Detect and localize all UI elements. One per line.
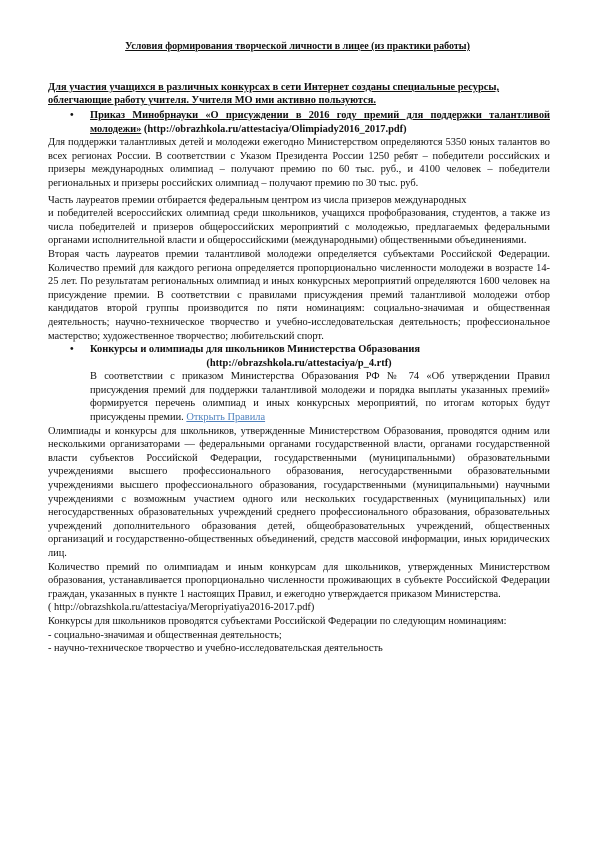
paragraph-laureates-part2: Вторая часть лауреатов премии талантливой молодежи определяется субъектами Российской Федерации. Количество премий для каждого региона определяется пропорционально численности молодежи в возрасте 14-25 лет. По результатам региональных олимпиад и иных конкурсных мероприятий определяются 1600 человек на присуждение премии. В соответствии с правилами присуждения премий талантливой молодежи отбор кандидатов второй группы производится по пяти номинациям: социально-значимая и общественная деятельность; научно-техническое творчество и учебно-исследовательская деятельность; профессиональное мастерство; художественное творчество; любительский спорт. [48,248,550,342]
list-item: - социально-значимая и общественная деятельность; [48,629,282,641]
bullet-title: Конкурсы и олимпиады для школьников Министерства Образования [90,344,420,356]
paragraph-talented-youth: Для поддержки талантливых детей и молодежи ежегодно Министерством определяются 5350 юных талантов во всех регионах России. В соответствии с Указом Президента России 1250 ребят – победители российских и призеры международных олимпиад – получают премию по 60 тыс. руб., и 4100 человек – победители региональных и призеры российских олимпиад – получают премию по 30 тыс. руб. [48,137,550,189]
intro-paragraph: Для участия учащихся в различных конкурсах в сети Интернет созданы специальные ресурсы, облегчающие работу учителя. Учителя МО ими активно пользуются. [48,82,500,107]
bullet-icon: • [70,110,74,121]
list-item: - научно-техническое творчество и учебно-исследовательская деятельность [48,643,383,655]
paragraph-laureates-part1-line: Часть лауреатов премии отбирается федеральным центром из числа призеров международных [48,194,467,206]
document-body [48,109,550,656]
paragraph-olympiads: Олимпиады и конкурсы для школьников, утвержденные Министерством Образования, проводятся одним или несколькими организаторами — федеральными органами государственной власти, органами государственной власти субъектов Российской Федерации, государственными (муниципальными) образовательными учреждениями высшего профессионального образования, негосударственными образовательными учреждениями высшего профессионального образования, государственными (муниципальными) научными учреждениями с возможным участием одного или нескольких государственных (муниципальных) или негосударственных образовательных учреждений среднего профессионального образования, образовательных учреждений дополнительного образования детей, общеобразовательных учреждений, общественных организаций и государственно-общественных объединений, средств массовой информации, иных юридических лиц. [48,425,550,559]
paragraph-laureates-part1: и победителей всероссийских олимпиад среди школьников, учащихся профобразования, студентов, а также из числа победителей и призеров общероссийских мероприятий с молодежью, предлагаемых федеральными органами исполнительной власти и общероссийскими (международными) общественными объединениями. [48,208,550,247]
paragraph-url-events: ( http://obrazshkola.ru/attestaciya/Meropriyatiya2016-2017.pdf) [48,602,315,614]
bullet-url: (http://obrazshkola.ru/attestaciya/p_4.rtf) [206,357,392,369]
paragraph-order-74 [48,370,550,424]
bullet-url: (http://obrazhkola.ru/attestaciya/Olimpiady2016_2017.pdf) [143,123,407,135]
page-title: Условия формирования творческой личности в лицее (из практики работы) [125,41,470,52]
bullet-item-contests [48,343,550,370]
open-rules-link[interactable]: Открыть Правила [186,412,266,424]
paragraph-premium-count: Количество премий по олимпиадам и иным конкурсам для школьников, утвержденных Министерством образования, устанавливается пропорционально численности проживающих в субъекте Российской Федерации граждан, указанных в пункте 1 настоящих Правил, и ежегодно утверждается приказом Министерства. [48,561,550,600]
paragraph-order-74-text: В соответствии с приказом Министерства Образования РФ № 74 «Об утверждении Правил присуждения премий для поддержки талантливой молодежи и порядка выплаты указанных премий» формируется перечень олимпиад и иных конкурсных мероприятий, по итогам которых будут присуждены премии. [90,371,550,424]
bullet-icon: • [70,344,74,356]
paragraph-regional-contests: Конкурсы для школьников проводятся субъектами Российской Федерации по следующим номинациям: [48,615,507,627]
bullet-title: Приказ Минобрнауки «О присуждении в 2016 году премий для поддержки талантливой молодежи» [90,110,550,135]
bullet-item-premium-order [48,109,550,136]
